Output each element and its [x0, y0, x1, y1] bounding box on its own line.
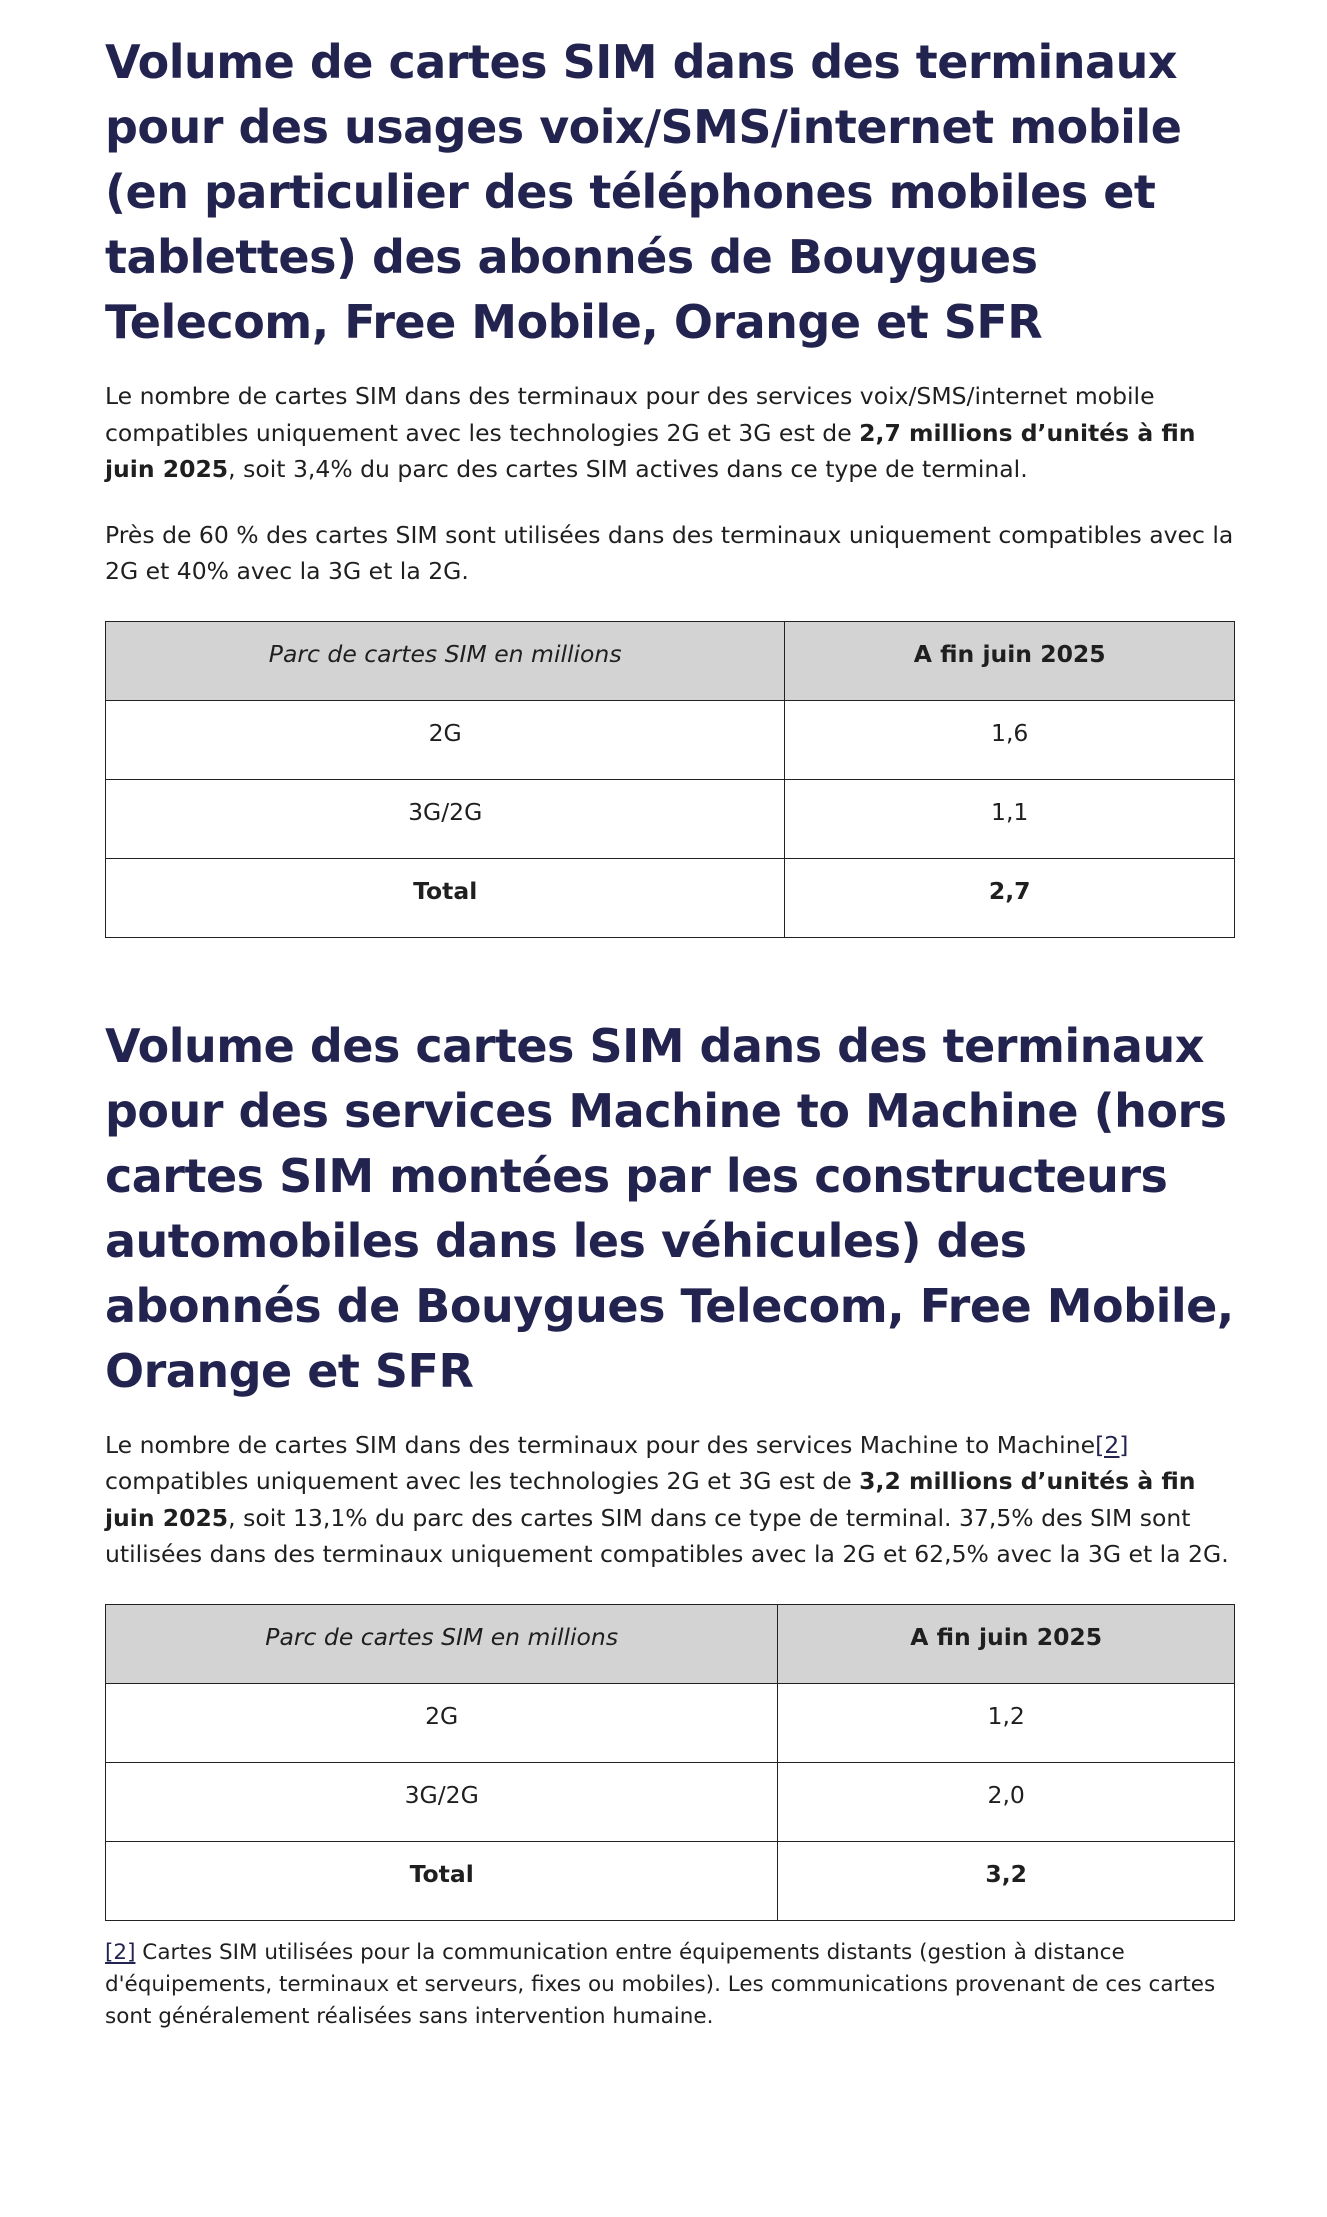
table-cell: 2G [106, 1683, 778, 1762]
table-header-cell: A fin juin 2025 [778, 1604, 1235, 1683]
table-total-row [106, 858, 1235, 937]
footnote-ref-link[interactable]: [2] [1095, 1430, 1129, 1459]
section2-title: Volume des cartes SIM dans des terminaux pour des services Machine to Machine (hors cartes SIM montées par les constructeurs automobiles dans les véhicules) des abonnés de Bouygues Telecom, Free Mobile, Orange et SFR [105, 1018, 1234, 1398]
section1-paragraph-2: Près de 60 % des cartes SIM sont utilisées dans des terminaux uniquement compatibles avec la 2G et 40% avec la 3G et la 2G. [105, 520, 1234, 585]
table-cell: 3G/2G [106, 779, 785, 858]
table-cell: 2G [106, 700, 785, 779]
table-cell: 1,2 [778, 1683, 1235, 1762]
table-header-row [106, 1604, 1235, 1683]
table-cell: 3,2 [778, 1841, 1235, 1920]
table-cell: Total [106, 1841, 778, 1920]
table-row [106, 700, 1235, 779]
table-cell: 3G/2G [106, 1762, 778, 1841]
table-header-row [106, 621, 1235, 700]
table-cell: 2,7 [785, 858, 1235, 937]
section2-highlight: 3,2 millions d’unités à fin juin 2025 [105, 1467, 1196, 1532]
footnote-backlink[interactable]: [2] [105, 1939, 136, 1965]
table-header-cell: A fin juin 2025 [785, 621, 1235, 700]
table-header-cell: Parc de cartes SIM en millions [106, 1604, 778, 1683]
table-cell: Total [106, 858, 785, 937]
section2-table [105, 1604, 1235, 1921]
footnote: [2] Cartes SIM utilisées pour la communication entre équipements distants (gestion à distance d'équipements, terminaux et serveurs, fixes ou mobiles). Les communications provenant de ces cartes sont généralement réalisées sans intervention humaine. [105, 1939, 1216, 2029]
section1-title: Volume de cartes SIM dans des terminaux pour des usages voix/SMS/internet mobile (en particulier des téléphones mobiles et tablettes) des abonnés de Bouygues Telecom, Free Mobile, Orange et SFR [105, 35, 1182, 349]
section2-paragraph: Le nombre de cartes SIM dans des terminaux pour des services Machine to Machine[2] compatibles uniquement avec les technologies 2G et 3G est de 3,2 millions d’unités à fin juin 2025, soit 13,1% du parc des cartes SIM dans ce type de terminal. 37,5% des SIM sont utilisées dans des terminaux uniquement compatibles avec la 2G et 62,5% avec la 3G et la 2G. [105, 1430, 1229, 1568]
table-row [106, 1762, 1235, 1841]
table-row [106, 779, 1235, 858]
section1-paragraph-1: Le nombre de cartes SIM dans des terminaux pour des services voix/SMS/internet mobile compatibles uniquement avec les technologies 2G et 3G est de 2,7 millions d’unités à fin juin 2025, soit 3,4% du parc des cartes SIM actives dans ce type de terminal. [105, 382, 1196, 483]
table-row [106, 1683, 1235, 1762]
table-cell: 1,6 [785, 700, 1235, 779]
section1-highlight: 2,7 millions d’unités à fin juin 2025 [105, 418, 1196, 483]
table-total-row [106, 1841, 1235, 1920]
table-cell: 2,0 [778, 1762, 1235, 1841]
table-header-cell: Parc de cartes SIM en millions [106, 621, 785, 700]
article-content [105, 30, 1235, 2033]
table-cell: 1,1 [785, 779, 1235, 858]
section1-table [105, 621, 1235, 938]
